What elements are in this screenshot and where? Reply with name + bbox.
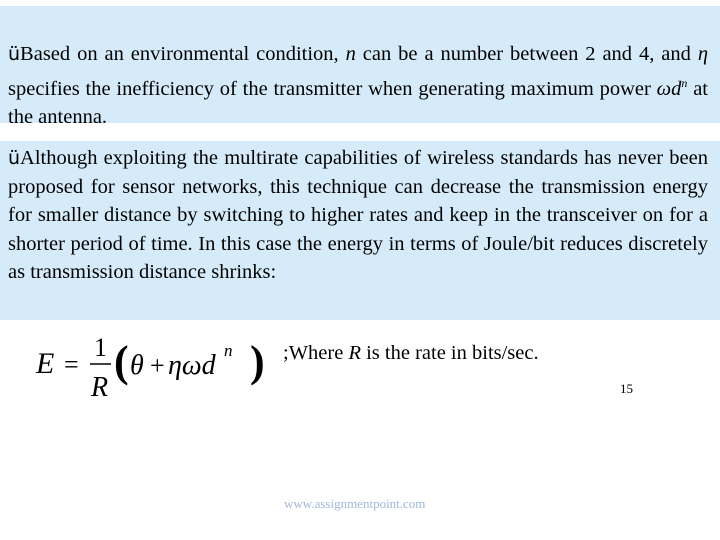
- formula-theta: θ: [130, 350, 144, 381]
- variable-n: n: [345, 43, 356, 65]
- formula-exponent: n: [224, 341, 233, 360]
- checkmark-bullet-icon: ü: [8, 43, 21, 65]
- variable-eta: η: [697, 43, 708, 65]
- variable-omega-d: ωd: [656, 77, 682, 100]
- page-number: 15: [620, 381, 633, 396]
- where-text-2: is the rate in bits/sec.: [360, 342, 539, 364]
- formula-open-paren: (: [114, 337, 129, 386]
- formula-numerator: 1: [94, 333, 107, 362]
- bullet-box-2: [0, 141, 720, 320]
- exponent-n: n: [681, 75, 688, 90]
- bullet1-text-1: Based on an environmental condition,: [20, 43, 346, 65]
- bullet1-text-4: at the antenna.: [8, 77, 708, 128]
- formula-eta-omega-d: ηωd: [168, 350, 216, 381]
- bullet2-text: Although exploiting the multirate capabilities of wireless standards has never been proposed for sensor networks, this technique can decrease the transmission energy for smaller distance by switching to higher rates and keep in the transceiver on for a shorter period of time. In this case the energy in terms of Joule/bit reduces discretely as transmission distance shrinks:: [8, 147, 708, 283]
- formula-lhs: E: [36, 347, 55, 380]
- formula-denominator: R: [91, 372, 109, 402]
- where-text-1: ;Where: [283, 342, 349, 364]
- bullet1-text-3: specifies the inefficiency of the transmitter when generating maximum power: [8, 77, 657, 100]
- bullet1-text-2: can be a number between 2 and 4, and: [355, 43, 698, 65]
- energy-formula: [34, 330, 274, 402]
- formula-plus: +: [150, 351, 165, 380]
- formula-equals: =: [64, 350, 79, 379]
- bullet-box-1: [0, 6, 720, 128]
- checkmark-bullet-icon: ü: [8, 147, 21, 169]
- variable-R: R: [348, 342, 361, 364]
- formula-close-paren: ): [250, 337, 265, 386]
- where-note: [283, 342, 539, 365]
- footer-url: www.assignmentpoint.com: [284, 496, 426, 511]
